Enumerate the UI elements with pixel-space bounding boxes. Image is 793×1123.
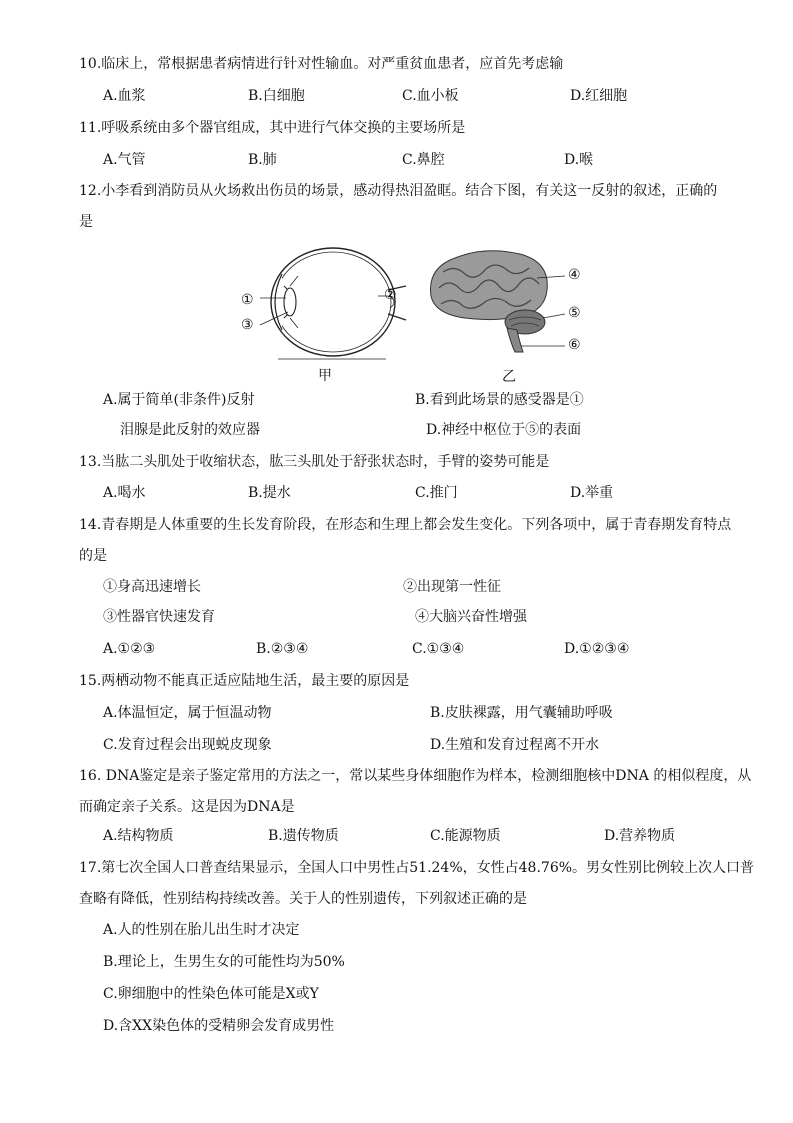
q17-option-c: C.卵细胞中的性染色体可能是X或Y: [103, 986, 319, 1002]
q14-item-2: ②出现第一性征: [403, 579, 501, 595]
q11-option-d: D.喉: [564, 152, 594, 168]
q14-option-c: C.①③④: [412, 641, 465, 657]
q10-option-d: D.红细胞: [570, 88, 628, 104]
eye-diagram: [238, 246, 408, 366]
q14-option-b: B.②③④: [256, 641, 309, 657]
q14-option-d: D.①②③④: [564, 641, 630, 657]
q17-option-d: D.含XX染色体的受精卵会发育成男性: [103, 1018, 335, 1034]
q12-stem-line1: 12.小李看到消防员从火场救出伤员的场景，感动得热泪盈眶。结合下图，有关这一反射的叙述，正确的: [79, 183, 718, 199]
q14-item-1: ①身高迅速增长: [103, 579, 201, 595]
eye-marker-2: ②: [384, 287, 397, 303]
q16-option-a: A.结构物质: [103, 828, 174, 844]
q15-option-c: C.发育过程会出现蜕皮现象: [103, 737, 272, 753]
q16-stem-line2: 而确定亲子关系。这是因为DNA是: [79, 799, 295, 815]
q15-stem: 15.两栖动物不能真正适应陆地生活，最主要的原因是: [79, 673, 410, 689]
q15-option-a: A.体温恒定，属于恒温动物: [103, 705, 272, 721]
q11-option-a: A.气管: [103, 152, 146, 168]
eye-marker-3: ③: [241, 317, 254, 333]
q13-option-d: D.举重: [570, 485, 614, 501]
q10-stem: 10.临床上，常根据患者病情进行针对性输血。对严重贫血患者，应首先考虑输: [79, 56, 567, 72]
q12-option-b: B.看到此场景的感受器是①: [415, 392, 584, 408]
q12-option-d: D.神经中枢位于⑤的表面: [426, 422, 582, 438]
q10-option-c: C.血小板: [402, 88, 459, 104]
q10-option-a: A.血浆: [103, 88, 146, 104]
q16-option-c: C.能源物质: [430, 828, 501, 844]
brain-marker-6: ⑥: [568, 337, 581, 353]
q15-option-d: D.生殖和发育过程离不开水: [430, 737, 600, 753]
q13-stem: 13.当肱二头肌处于收缩状态，肱三头肌处于舒张状态时，手臂的姿势可能是: [79, 454, 550, 470]
brain-marker-5: ⑤: [568, 305, 581, 321]
q17-stem-line1: 17.第七次全国人口普查结果显示，全国人口中男性占51.24%，女性占48.76%。男女性别比例较上次人口普: [79, 860, 755, 876]
q11-option-b: B.肺: [248, 152, 277, 168]
q11-option-c: C.鼻腔: [402, 152, 445, 168]
brain-marker-4: ④: [568, 267, 581, 283]
q15-option-b: B.皮肤裸露，用气囊辅助呼吸: [430, 705, 613, 721]
q13-option-a: A.喝水: [103, 485, 146, 501]
q14-stem-line2: 的是: [79, 548, 107, 564]
q16-option-d: D.营养物质: [604, 828, 676, 844]
q10-option-b: B.白细胞: [248, 88, 305, 104]
q13-option-b: B.提水: [248, 485, 291, 501]
q12-option-c: 泪腺是此反射的效应器: [120, 422, 260, 438]
q12-stem-line2: 是: [79, 214, 93, 230]
q13-option-c: C.推门: [415, 485, 458, 501]
q17-stem-line2: 查略有降低，性别结构持续改善。关于人的性别遗传，下列叙述正确的是: [79, 891, 527, 907]
q11-stem: 11.呼吸系统由多个器官组成，其中进行气体交换的主要场所是: [79, 120, 466, 136]
eye-marker-1: ①: [241, 292, 254, 308]
q14-option-a: A.①②③: [103, 641, 156, 657]
q16-stem-line1: 16. DNA鉴定是亲子鉴定常用的方法之一，常以某些身体细胞作为样本，检测细胞核中DNA 的相似程度，从: [79, 768, 752, 784]
q17-option-a: A.人的性别在胎儿出生时才决定: [103, 922, 300, 938]
q17-option-b: B.理论上，生男生女的可能性均为50%: [103, 954, 345, 970]
q12-option-a: A.属于简单(非条件)反射: [103, 392, 255, 408]
q14-stem-line1: 14.青春期是人体重要的生长发育阶段，在形态和生理上都会发生变化。下列各项中，属于青春期发育特点: [79, 517, 732, 533]
brain-diagram: [425, 248, 570, 358]
brain-figure-label: 乙: [502, 369, 516, 385]
q14-item-3: ③性器官快速发育: [103, 609, 215, 625]
eye-figure-label: 甲: [318, 368, 332, 384]
q16-option-b: B.遗传物质: [268, 828, 339, 844]
q14-item-4: ④大脑兴奋性增强: [415, 609, 527, 625]
